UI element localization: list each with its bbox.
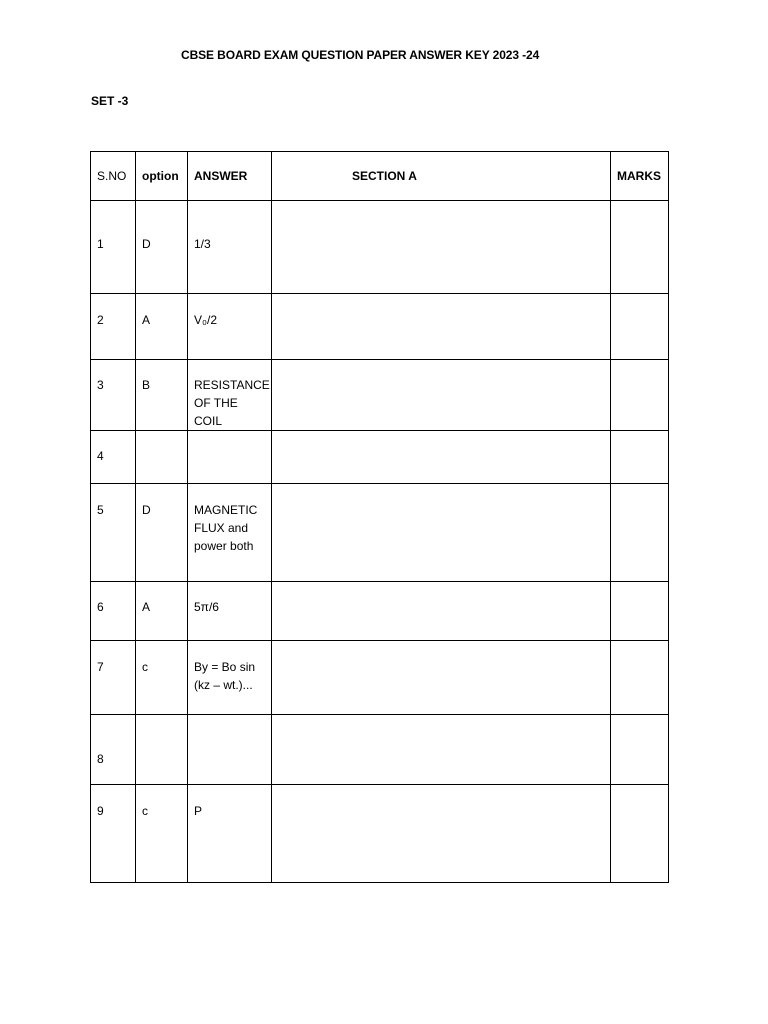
cell-section — [272, 582, 611, 641]
cell-option — [136, 431, 188, 484]
answer-line: By = Bo sin — [194, 660, 256, 674]
cell-option: c — [136, 785, 188, 883]
document-title: CBSE BOARD EXAM QUESTION PAPER ANSWER KEY 2023 -24 — [181, 48, 540, 62]
cell-section — [272, 785, 611, 883]
cell-answer — [188, 360, 272, 431]
table-row — [91, 785, 669, 883]
answer-line: MAGNETIC — [194, 503, 258, 517]
cell-section — [272, 360, 611, 431]
header-marks: MARKS — [611, 152, 669, 201]
header-section: SECTION A — [272, 152, 611, 201]
answer-line: V₀/2 — [194, 313, 217, 327]
answer-line: OF THE COIL — [194, 396, 238, 428]
cell-answer — [188, 582, 272, 641]
table-row — [91, 294, 669, 360]
cell-answer — [188, 785, 272, 883]
table-row — [91, 715, 669, 785]
cell-sno: 1 — [91, 201, 136, 294]
cell-marks — [611, 294, 669, 360]
cell-section — [272, 201, 611, 294]
answer-key-table — [90, 151, 669, 883]
cell-section — [272, 715, 611, 785]
cell-sno: 8 — [91, 715, 136, 785]
cell-option: c — [136, 641, 188, 715]
answer-line: 1/3 — [194, 237, 211, 251]
answer-line: power both — [194, 539, 254, 553]
table-row — [91, 201, 669, 294]
cell-option: A — [136, 294, 188, 360]
cell-section — [272, 431, 611, 484]
answer-line: 5π/6 — [194, 600, 219, 614]
cell-option: A — [136, 582, 188, 641]
cell-sno: 7 — [91, 641, 136, 715]
cell-sno: 3 — [91, 360, 136, 431]
cell-answer — [188, 641, 272, 715]
cell-marks — [611, 360, 669, 431]
cell-marks — [611, 785, 669, 883]
cell-sno: 2 — [91, 294, 136, 360]
set-label: SET -3 — [91, 94, 129, 108]
cell-section — [272, 484, 611, 582]
answer-line: RESISTANCE — [194, 378, 270, 392]
cell-section — [272, 641, 611, 715]
table-row — [91, 582, 669, 641]
cell-sno: 4 — [91, 431, 136, 484]
cell-marks — [611, 641, 669, 715]
cell-section — [272, 294, 611, 360]
header-sno: S.NO — [91, 152, 136, 201]
cell-sno: 6 — [91, 582, 136, 641]
cell-marks — [611, 201, 669, 294]
cell-marks — [611, 715, 669, 785]
cell-sno: 9 — [91, 785, 136, 883]
cell-answer — [188, 201, 272, 294]
cell-answer — [188, 484, 272, 582]
answer-line: (kz – wt.)... — [194, 678, 253, 692]
cell-option — [136, 715, 188, 785]
answer-line: P — [194, 804, 203, 818]
cell-option: D — [136, 484, 188, 582]
header-option: option — [136, 152, 188, 201]
header-answer: ANSWER — [188, 152, 272, 201]
cell-option: B — [136, 360, 188, 431]
table-row — [91, 431, 669, 484]
table-row — [91, 484, 669, 582]
cell-marks — [611, 484, 669, 582]
table-row — [91, 360, 669, 431]
cell-marks — [611, 431, 669, 484]
cell-answer — [188, 715, 272, 785]
cell-marks — [611, 582, 669, 641]
cell-answer — [188, 431, 272, 484]
table-header-row — [91, 152, 669, 201]
cell-option: D — [136, 201, 188, 294]
table-body — [91, 201, 669, 883]
answer-line: FLUX and — [194, 521, 249, 535]
table-row — [91, 641, 669, 715]
cell-answer — [188, 294, 272, 360]
cell-sno: 5 — [91, 484, 136, 582]
